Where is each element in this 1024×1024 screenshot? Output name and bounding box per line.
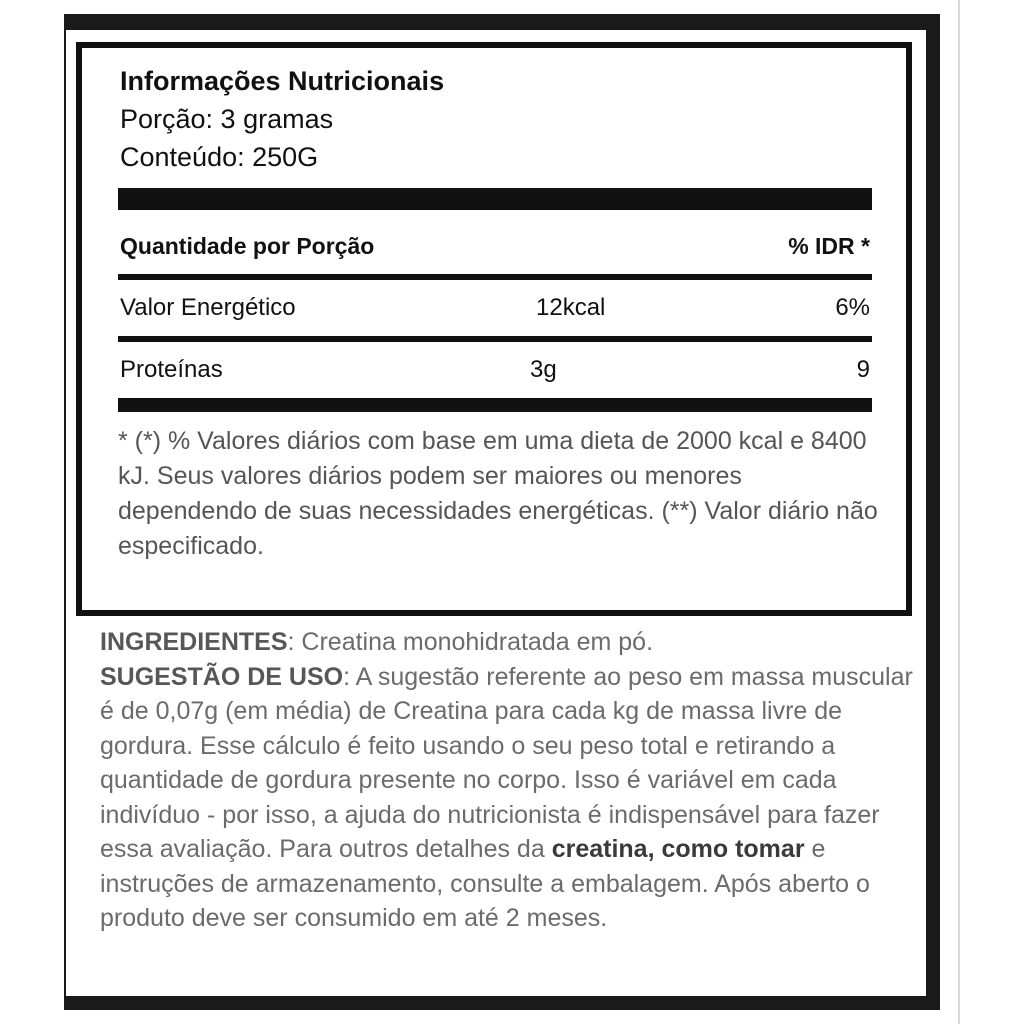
table-header-row (120, 229, 870, 263)
product-info-text (100, 625, 930, 936)
nutrition-header (120, 62, 444, 176)
header-divider-bar (118, 188, 872, 210)
table-divider (118, 336, 872, 342)
nutrient-name: Valor Energético (120, 294, 296, 321)
usage-text-part2: e instruções de armazenamento, consulte a embalagem. Após aberto o produto deve ser consumido em até 2 meses. (100, 835, 870, 932)
nutrient-idr: 6% (835, 294, 870, 321)
portion-size: Porção: 3 gramas (120, 104, 334, 134)
net-content: Conteúdo: 250G (120, 142, 319, 172)
table-bottom-bar (118, 398, 872, 412)
right-edge-rule (958, 0, 960, 1024)
daily-value-footnote: * (*) % Valores diários com base em uma dieta de 2000 kcal e 8400 kJ. Seus valores diários podem ser maiores ou menores dependendo de suas necessidades energéticas. (**) Valor diário não especificado. (118, 427, 878, 560)
nutrient-name: Proteínas (120, 356, 223, 383)
table-row (120, 353, 870, 387)
column-header-quantity: Quantidade por Porção (120, 233, 375, 259)
table-divider (118, 274, 872, 280)
ingredients-label: INGREDIENTES (100, 628, 288, 656)
usage-label: SUGESTÃO DE USO (100, 662, 344, 691)
nutrient-amount: 12kcal (536, 294, 606, 321)
nutrient-amount: 3g (530, 356, 557, 383)
usage-text-part1: : A sugestão referente ao peso em massa muscular é de 0,07g (em média) de Creatina para cada kg de massa livre de gordura. Esse cálculo é feito usando o seu peso total e retirando a quantidade de gordura presente no corpo. Isso é variável em cada indivíduo - por isso, a ajuda do nutricionista é indispensável para fazer essa avaliação. Para outros detalhes da (100, 662, 913, 863)
usage-highlight: creatina, como tomar (551, 835, 805, 863)
table-row (120, 291, 870, 325)
column-header-idr: % IDR * (788, 233, 870, 259)
ingredients-text: : Creatina monohidratada em pó. (287, 628, 654, 656)
nutrition-title: Informações Nutricionais (120, 66, 445, 96)
nutrient-idr: 9 (856, 356, 870, 383)
